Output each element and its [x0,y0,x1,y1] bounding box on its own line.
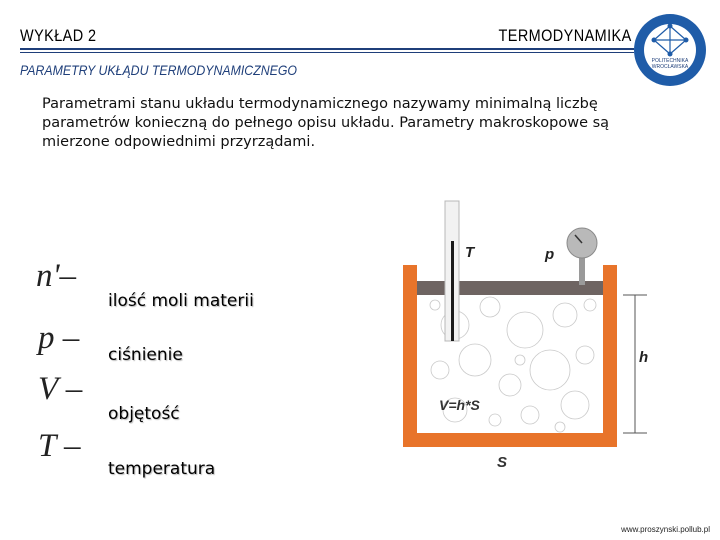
lecture-number: WYKŁAD 2 [20,26,97,45]
label-volume: objętość [108,404,180,424]
area-label: S [497,454,508,471]
thermometer-label: T [465,244,475,261]
logo-line2: WROCŁAWSKA [651,64,689,70]
intro-paragraph: Parametrami stanu układu termodynamicznego nazywamy minimalną liczbę parametrów konieczną do pełnego opisu układu. Parametry makroskopowe są mierzone odpowiednimi przyrządami. [42,96,610,150]
label-temperature: temperatura [108,459,216,479]
thermometer-column [451,241,454,341]
university-logo [630,10,710,90]
footer-url: www.proszynski.pollub.pl [621,525,710,534]
symbol-pressure: p – [38,320,80,356]
logo-line1: POLITECHNIKA [651,58,689,64]
header-divider-thin [20,52,634,53]
volume-formula: V=h*S [439,397,480,413]
piston-cylinder-diagram [395,195,665,480]
height-label: h [639,349,649,366]
symbol-moles: n'– [36,258,77,294]
header-divider [20,48,634,50]
section-title: PARAMETRY UKŁĄDU TERMODYNAMICZNEGO [20,62,298,78]
label-moles: ilość moli materii [108,291,254,311]
label-pressure: ciśnienie [108,345,183,365]
symbol-temperature: T – [38,428,81,464]
pressure-label: p [545,246,555,263]
symbol-volume: V – [38,371,83,407]
course-title: TERMODYNAMIKA [498,26,632,45]
